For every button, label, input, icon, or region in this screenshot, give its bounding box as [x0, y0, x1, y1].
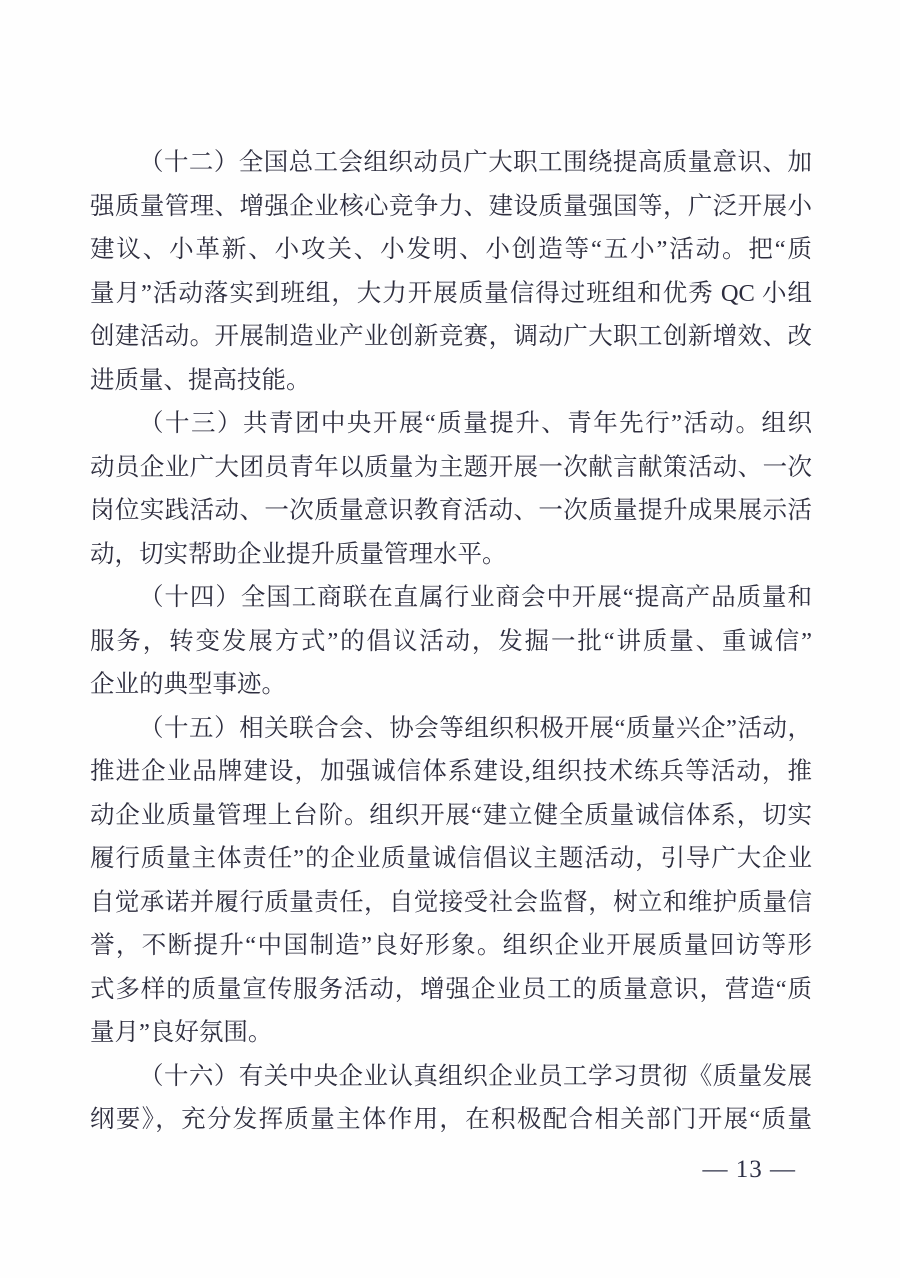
- page-footer: [90, 1148, 796, 1191]
- text-line: 自觉承诺并履行质量责任，自觉接受社会监督，树立和维护质量信: [90, 888, 812, 916]
- text-line: 纲要》，充分发挥质量主体作用，在积极配合相关部门开展“质量: [90, 1106, 812, 1133]
- text-line: 动企业质量管理上台阶。组织开展“建立健全质量诚信体系，切实: [90, 801, 812, 829]
- text-line: 量月”良好氛围。: [90, 1019, 273, 1046]
- text-line: 服务，转变发展方式”的倡议活动，发掘一批“讲质量、重诚信”: [90, 627, 812, 655]
- text-line: 履行质量主体责任”的企业质量诚信倡议主题活动，引导广大企业: [90, 845, 812, 872]
- text-line: 动员企业广大团员青年以质量为主题开展一次献言献策活动、一次: [90, 453, 812, 481]
- text-line: 强质量管理、增强企业核心竞争力、建设质量强国等，广泛开展小: [90, 192, 812, 220]
- text-line: 动，切实帮助企业提升质量管理水平。: [90, 540, 507, 568]
- text-line: 推进企业品牌建设，加强诚信体系建设,组织技术练兵等活动，推: [90, 758, 812, 785]
- text-line: （十五）相关联合会、协会等组织积极开展“质量兴企”活动，: [139, 714, 812, 742]
- text-line: 岗位实践活动、一次质量意识教育活动、一次质量提升成果展示活: [90, 497, 812, 524]
- text-line: 式多样的质量宣传服务活动，增强企业员工的质量意识，营造“质: [90, 975, 812, 1003]
- text-line: 企业的典型事迹。: [90, 671, 286, 698]
- text-line: （十二）全国总工会组织动员广大职工围绕提高质量意识、加: [139, 149, 812, 176]
- text-line: 誉，不断提升“中国制造”良好形象。组织企业开展质量回访等形: [90, 932, 812, 959]
- text-line: （十三）共青团中央开展“质量提升、青年先行”活动。组织: [139, 410, 812, 437]
- text-line: 进质量、提高技能。: [90, 366, 311, 394]
- document-body: [90, 141, 812, 1142]
- text-line: 量月”活动落实到班组，大力开展质量信得过班组和优秀 QC 小组: [90, 279, 812, 307]
- page-number: — 13 —: [702, 1156, 796, 1183]
- text-line: 创建活动。开展制造业产业创新竞赛，调动广大职工创新增效、改: [90, 323, 812, 350]
- text-line: 建议、小革新、小攻关、小发明、小创造等“五小”活动。把“质: [90, 236, 812, 263]
- text-line: （十四）全国工商联在直属行业商会中开展“提高产品质量和: [139, 584, 812, 611]
- text-line: （十六）有关中央企业认真组织企业员工学习贯彻《质量发展: [139, 1062, 812, 1090]
